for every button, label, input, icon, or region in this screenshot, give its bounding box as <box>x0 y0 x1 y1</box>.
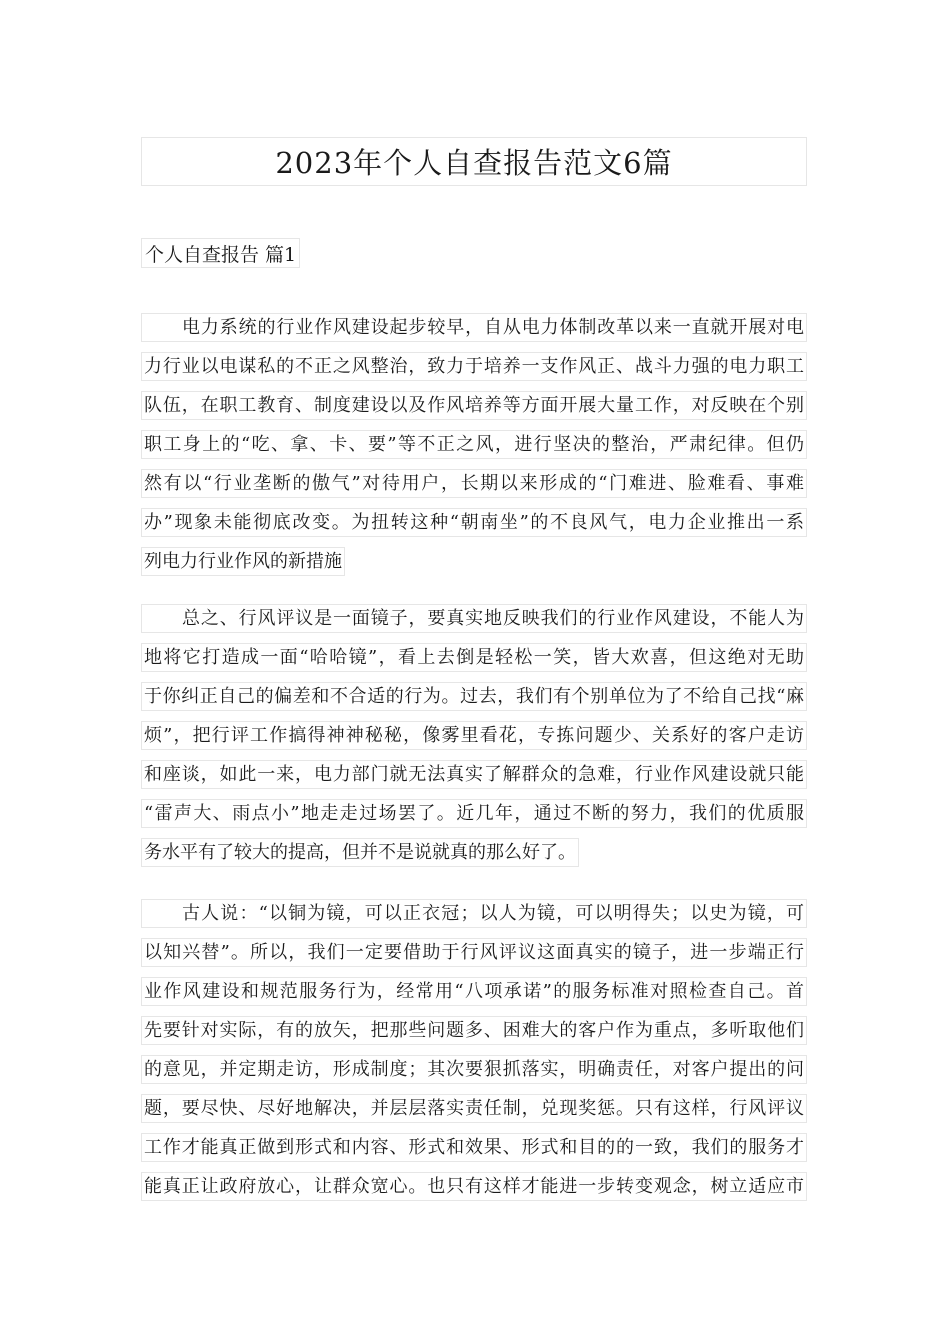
paragraph-line: 列电力行业作风的新措施 <box>141 547 345 576</box>
paragraph-line: 能真正让政府放心，让群众宽心。也只有这样才能进一步转变观念，树立适应市 <box>141 1172 807 1201</box>
paragraph-line: 办”现象未能彻底改变。为扭转这种“朝南坐”的不良风气，电力企业推出一系 <box>141 508 807 537</box>
paragraph-line: 队伍，在职工教育、制度建设以及作风培养等方面开展大量工作，对反映在个别 <box>141 391 807 420</box>
paragraph-line: 总之、行风评议是一面镜子，要真实地反映我们的行业作风建设，不能人为 <box>141 604 807 633</box>
paragraph-line: 和座谈，如此一来，电力部门就无法真实了解群众的急难，行业作风建设就只能 <box>141 760 807 789</box>
paragraph-line: 然有以“行业垄断的傲气”对待用户，长期以来形成的“门难进、脸难看、事难 <box>141 469 807 498</box>
paragraph-line: 古人说：“以铜为镜，可以正衣冠；以人为镜，可以明得失；以史为镜，可 <box>141 899 807 928</box>
paragraph-line: 务水平有了较大的提高，但并不是说就真的那么好了。 <box>141 838 579 867</box>
paragraph-line: 烦”，把行评工作搞得神神秘秘，像雾里看花，专拣问题少、关系好的客户走访 <box>141 721 807 750</box>
paragraph-line: 先要针对实际，有的放矢，把那些问题多、困难大的客户作为重点，多听取他们 <box>141 1016 807 1045</box>
paragraph-line: 电力系统的行业作风建设起步较早，自从电力体制改革以来一直就开展对电 <box>141 313 807 342</box>
paragraph-line: 的意见，并定期走访，形成制度；其次要狠抓落实，明确责任，对客户提出的问 <box>141 1055 807 1084</box>
paragraph-line: 业作风建设和规范服务行为，经常用“八项承诺”的服务标准对照检查自己。首 <box>141 977 807 1006</box>
paragraph-line: “雷声大、雨点小”地走走过场罢了。近几年，通过不断的努力，我们的优质服 <box>141 799 807 828</box>
paragraph-line: 工作才能真正做到形式和内容、形式和效果、形式和目的的一致，我们的服务才 <box>141 1133 807 1162</box>
paragraph-line: 力行业以电谋私的不正之风整治，致力于培养一支作风正、战斗力强的电力职工 <box>141 352 807 381</box>
paragraph-3 <box>141 899 807 1211</box>
paragraph-1 <box>141 313 807 590</box>
paragraph-line: 题，要尽快、尽好地解决，并层层落实责任制，兑现奖惩。只有这样，行风评议 <box>141 1094 807 1123</box>
document-title: 2023年个人自查报告范文6篇 <box>141 137 807 186</box>
section-heading: 个人自查报告 篇1 <box>141 238 300 268</box>
paragraph-2 <box>141 604 807 881</box>
paragraph-line: 地将它打造成一面“哈哈镜”，看上去倒是轻松一笑，皆大欢喜，但这绝对无助 <box>141 643 807 672</box>
paragraph-line: 职工身上的“吃、拿、卡、要”等不正之风，进行坚决的整治，严肃纪律。但仍 <box>141 430 807 459</box>
paragraph-line: 于你纠正自己的偏差和不合适的行为。过去，我们有个别单位为了不给自己找“麻 <box>141 682 807 711</box>
paragraph-line: 以知兴替”。所以，我们一定要借助于行风评议这面真实的镜子，进一步端正行 <box>141 938 807 967</box>
